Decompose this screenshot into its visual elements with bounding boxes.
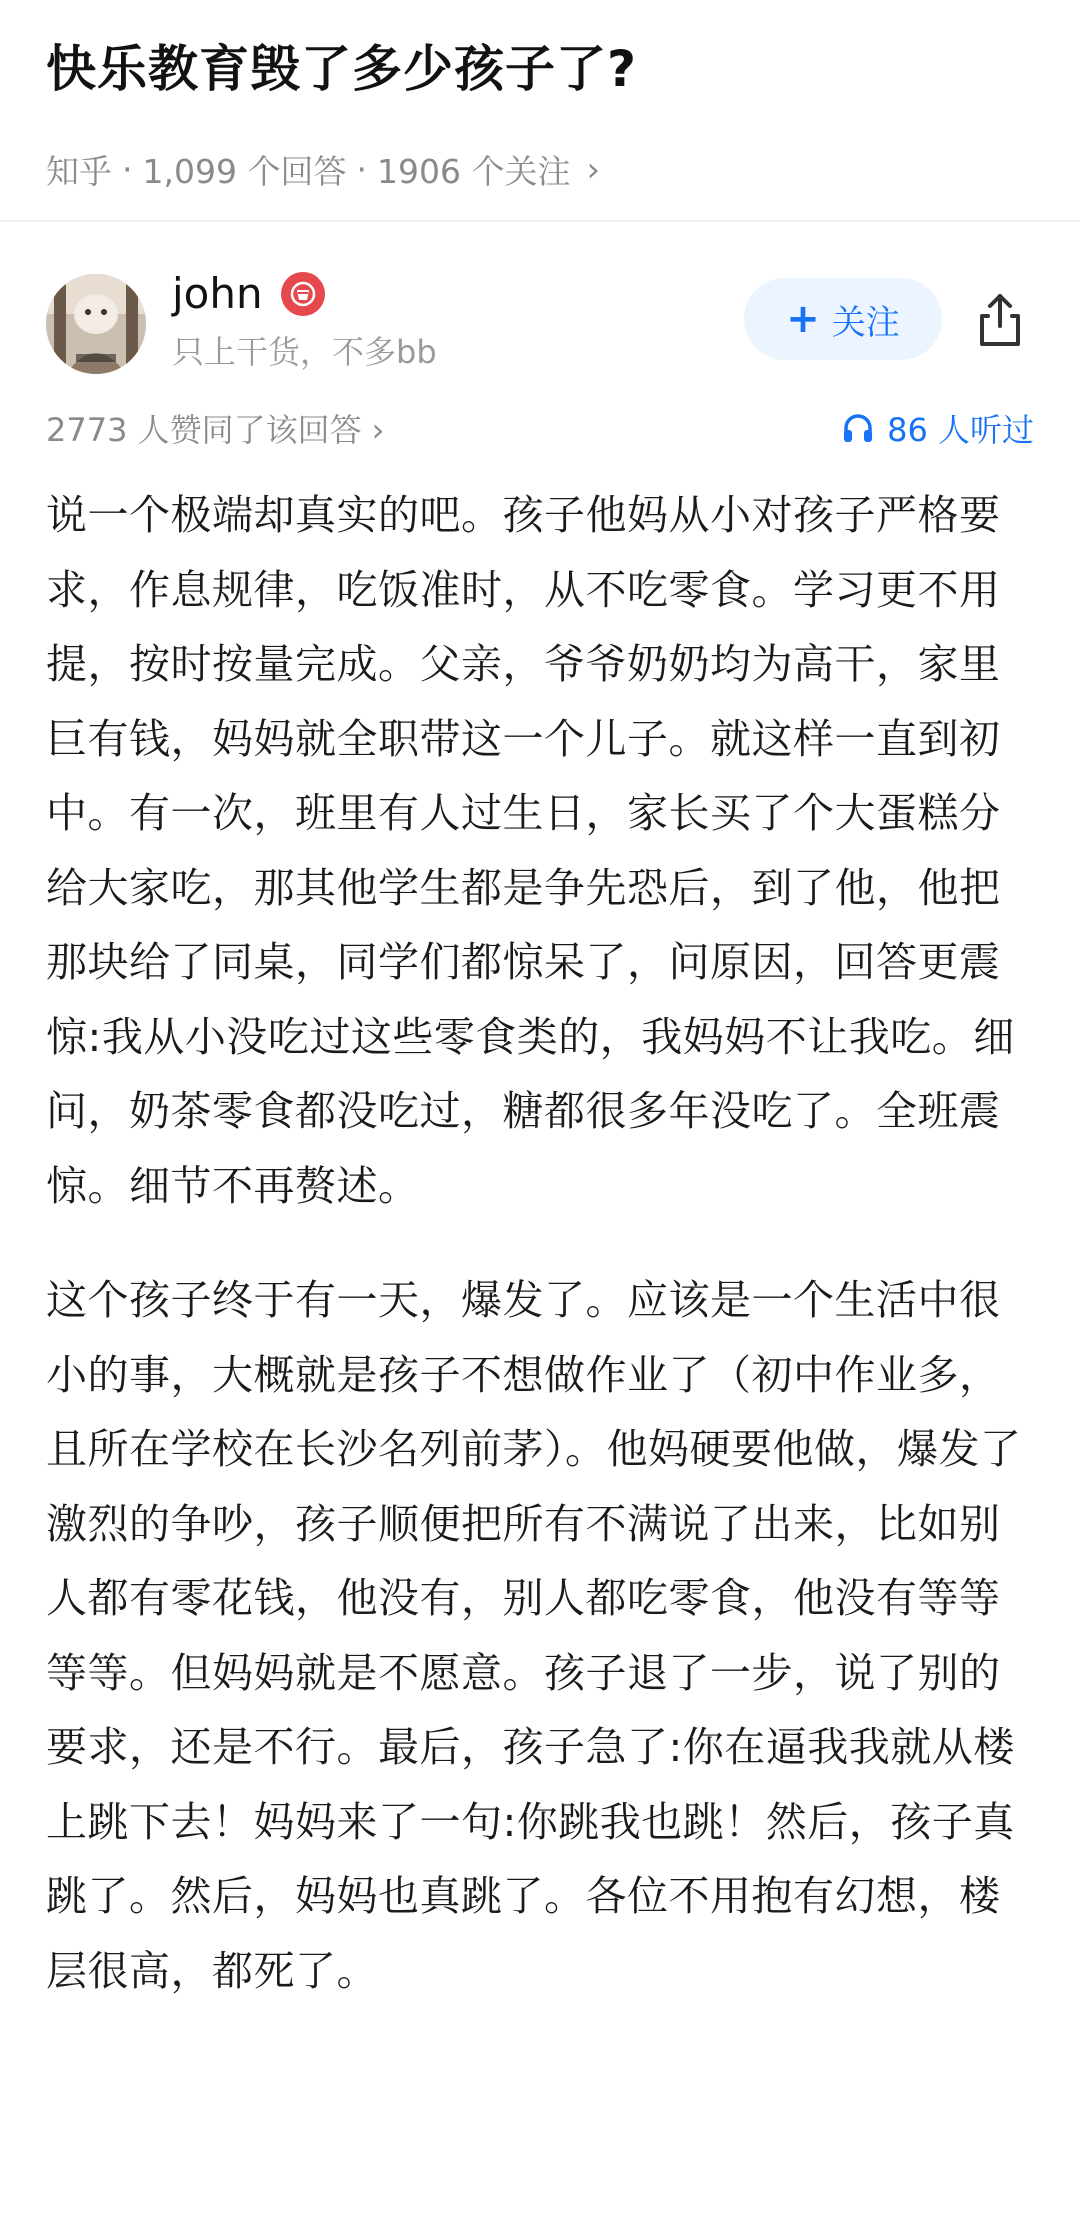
chevron-right-icon: › [586,149,601,190]
follow-label: 关注 [831,302,900,343]
source-label: 知乎 [46,152,112,191]
agree-count: 2773 人赞同了该回答 [46,411,362,449]
author-name-row[interactable] [172,264,325,324]
question-header [0,0,1080,191]
question-title[interactable]: 快乐教育毁了多少孩子了? [46,40,638,98]
follower-count: 1906 个关注 [376,152,571,191]
author-bio: 只上干货，不多bb [172,333,437,371]
question-meta[interactable] [46,146,1034,193]
red-cup-badge-icon [281,272,325,316]
answer-paragraph: 说一个极端却真实的吧。孩子他妈从小对孩子严格要求，作息规律，吃饭准时，从不吃零食。学习更不用提，按时按量完成。父亲，爷爷奶奶均为高干，家里巨有钱，妈妈就全职带这一个儿子。就这样一直到初中。有一次，班里有人过生日，家长买了个大蛋糕分给大家吃，那其他学生都是争先恐后，到了他，他把那块给了同桌，同学们都惊呆了，问原因，回答更震惊:我从小没吃过这些零食类的，我妈妈不让我吃。细问，奶茶零食都没吃过，糖都很多年没吃了。全班震惊。细节不再赘述。 [46,491,1015,1210]
avatar-image [46,274,146,374]
divider [0,220,1080,222]
share-icon[interactable] [970,290,1030,350]
plus-icon: + [786,296,820,342]
author-bar [0,264,1080,414]
answer-paragraph: 这个孩子终于有一天，爆发了。应该是一个生活中很小的事，大概就是孩子不想做作业了（初中作业多，且所在学校在长沙名列前茅）。他妈硬要他做，爆发了激烈的争吵，孩子顺便把所有不满说了出来，比如别人都有零花钱，他没有，别人都吃零食，他没有等等等等。但妈妈就是不愿意。孩子退了一步，说了别的要求，还是不行。最后，孩子急了:你在逼我我就从楼上跳下去！妈妈来了一句:你跳我也跳！然后，孩子真跳了。然后，妈妈也真跳了。各位不用抱有幻想，楼层很高，都死了。 [46,1276,1022,1995]
answer-content [0,478,1080,2008]
avatar[interactable] [46,274,146,374]
follow-button[interactable] [744,278,942,360]
separator-dot: · [122,150,133,189]
answer-count: 1,099 个回答 [142,152,347,191]
author-name: john [172,269,263,318]
chevron-right-icon: › [371,411,385,449]
listen-count: 86 人听过 [887,411,1034,449]
separator-dot: · [356,150,367,189]
headphones-icon [841,411,875,445]
